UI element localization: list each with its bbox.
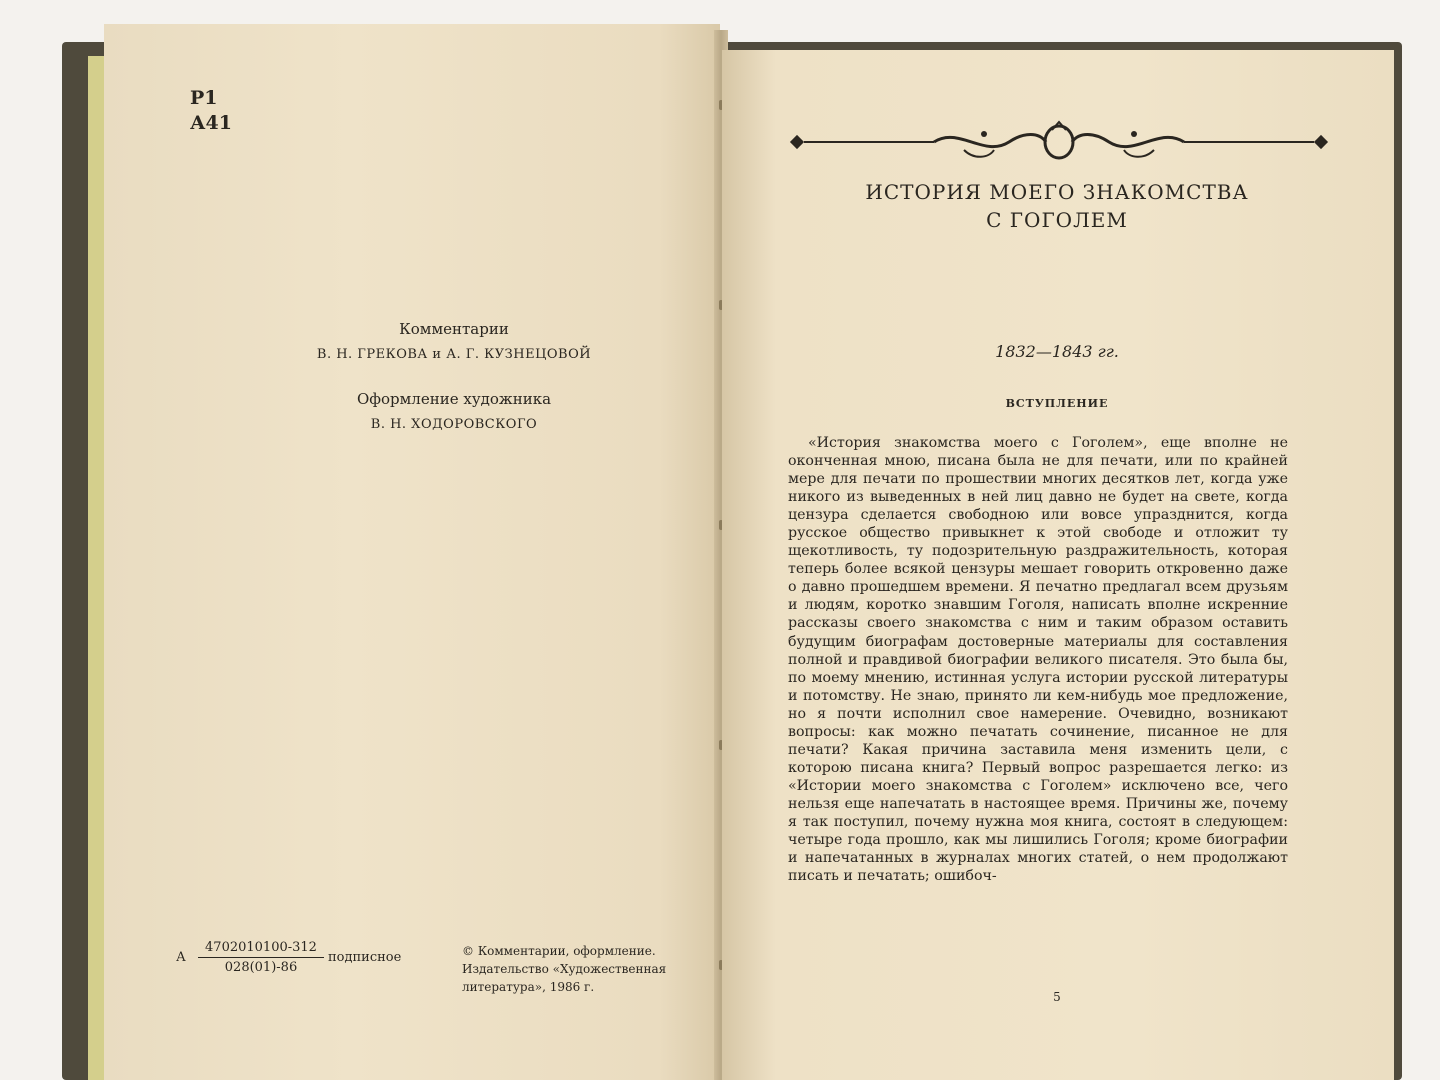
body-text [788, 434, 1288, 885]
right-page [722, 50, 1394, 1080]
library-code [190, 86, 232, 136]
chapter-title [762, 178, 1352, 234]
chapter-title-line: С ГОГОЛЕМ [986, 208, 1128, 232]
catalog-note: подписное [328, 950, 402, 965]
catalog-letter: А [176, 950, 186, 965]
comment-label: Комментарии [399, 320, 509, 338]
comment-authors: В. Н. ГРЕКОВА и А. Г. КУЗНЕЦОВОЙ [316, 347, 592, 362]
design-label: Оформление художника [356, 390, 552, 408]
credits-block [254, 316, 654, 438]
copyright-notice: © Комментарии, оформление. Издательство «Художественная литература», 1986 г. [462, 944, 667, 994]
ornament-divider [784, 120, 1334, 164]
left-page [104, 24, 720, 1080]
chapter-title-line: ИСТОРИЯ МОЕГО ЗНАКОМСТВА [865, 180, 1249, 204]
catalog-fraction [198, 940, 324, 975]
catalog-numerator: 4702010100-312 [198, 940, 324, 958]
page-number: 5 [1053, 990, 1061, 1004]
body-paragraph: «История знакомства моего с Гоголем», еще вполне не оконченная мною, писана была не для печати, или по крайней мере для печати по прошествии многих десятков лет, когда уже никого из выведенных в ней лиц давно не будет на свете, когда цензура сделается свободною или вовсе упразднится, когда русское общество привыкнет к этой свободе и отложит ту щекотливость, ту подозрительную раздражительность, которая теперь более всякой цензуры мешает говорить откровенно даже о давно прошедшем времени. Я печатно предлагал всем друзьям и людям, коротко знавшим Гоголя, написать вполне искренние рассказы своего знакомства с ним и таким образом оставить будущим биографам достоверные материалы для составления полной и правдивой биографии великого писателя. Это была бы, по моему мнению, истинная услуга истории русской литературы и потомству. Не знаю, принято ли кем-нибудь мое предложение, но я почти исполнил свое намерение. Очевидно, возникают вопросы: как можно печатать сочинение, писанное не для печати? Какая причина заставила меня изменить цели, с которою писана книга? Первый вопрос разрешается легко: из «Истории моего знакомства с Гоголем» исключено все, чего нельзя еще напечатать в настоящее время. Причины же, почему я так поступил, почему нужна моя книга, состоят в следующем: четыре года прошло, как мы лишились Гоголя; кроме биографии и напечатанных в журналах многих статей, о нем продолжают писать и печатать; ошибоч- [788, 435, 1288, 885]
design-author: В. Н. ХОДОРОВСКОГО [370, 417, 538, 432]
catalog-denominator: 028(01)-86 [224, 960, 298, 975]
section-heading: ВСТУПЛЕНИЕ [1005, 397, 1109, 410]
library-code-line: Р1 [190, 87, 218, 109]
chapter-years: 1832—1843 гг. [995, 342, 1119, 361]
library-code-line: А41 [190, 112, 232, 134]
